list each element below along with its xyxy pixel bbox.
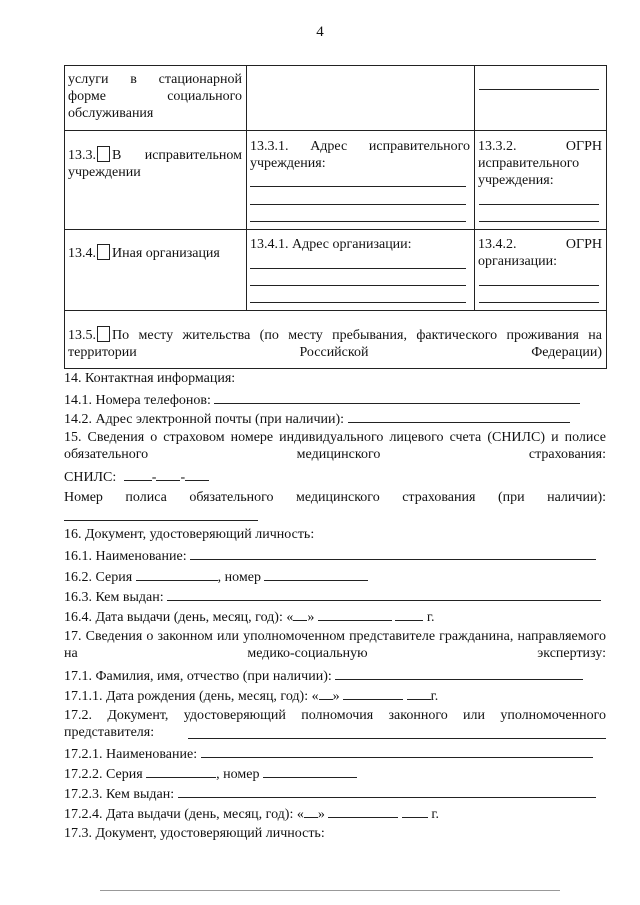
doc-name-row — [64, 546, 596, 565]
section-14-title: 14. Контактная информация: — [64, 371, 236, 386]
snils-row: СНИЛС: - - — [64, 467, 209, 486]
rep-authority-continuation-line[interactable] — [188, 738, 606, 739]
rep-fio-label: 17.1. Фамилия, имя, отчество (при наличии): — [64, 669, 332, 684]
row4-text: По месту жительства (по месту пребывания, фактического проживания на территории Российской Федерации) — [68, 328, 602, 360]
row3-option — [68, 244, 242, 262]
doc-series-label: 16.2. Серия — [64, 570, 133, 585]
rep-fio-field[interactable] — [335, 666, 583, 680]
section-17-title: 17. Сведения о законном или уполномоченном представителе гражданина, направляемого на медико-социальную экспертизу: — [64, 629, 606, 661]
correctional-facility-checkbox[interactable] — [97, 146, 110, 162]
rep-birth-day[interactable] — [319, 686, 333, 700]
polis-label: Номер полиса обязательного медицинского страхования (при наличии): — [64, 490, 606, 505]
rep-doc-name-field[interactable] — [201, 744, 593, 758]
organization-ogrn-line-1[interactable] — [479, 285, 599, 286]
correctional-address-label: 13.3.1. Адрес исправительного учреждения: — [250, 139, 470, 171]
rep-doc-name-row — [64, 744, 593, 763]
rep-birth-row: 17.1.1. Дата рождения (день, месяц, год): « » г. — [64, 686, 438, 705]
phones-label: 14.1. Номера телефонов: — [64, 393, 211, 408]
correctional-ogrn-label: 13.3.2. ОГРН исправительного учреждения: — [478, 139, 602, 188]
rep-doc-date-day[interactable] — [304, 804, 318, 818]
doc-number-label: , номер — [217, 570, 261, 585]
doc-issuer-label: 16.3. Кем выдан: — [64, 590, 164, 605]
rep-doc-issuer-row — [64, 784, 596, 803]
phones-field[interactable] — [214, 390, 580, 404]
doc-series-field[interactable] — [136, 567, 218, 581]
organization-ogrn-label: 13.4.2. ОГРН организации: — [478, 237, 602, 269]
doc-issuer-row — [64, 587, 601, 606]
organization-address-label: 13.4.1. Адрес организации: — [250, 237, 412, 252]
correctional-ogrn-line-1[interactable] — [479, 204, 599, 205]
row2-text: В исправительном учреждении — [68, 148, 242, 180]
snils-part-3[interactable] — [185, 467, 209, 481]
rep-doc-number-label: , номер — [216, 767, 260, 782]
row2-label: 13.3. — [68, 148, 96, 163]
email-row — [64, 409, 570, 428]
row3-text: Иная организация — [112, 246, 220, 261]
rep-doc-date-month[interactable] — [328, 804, 398, 818]
rep-doc-name-label: 17.2.1. Наименование: — [64, 747, 198, 762]
polis-field[interactable] — [64, 520, 258, 521]
rep-doc-date-label: 17.2.4. Дата выдачи (день, месяц, год): « — [64, 807, 304, 822]
rep-doc-series-row — [64, 764, 357, 783]
rep-fio-row — [64, 666, 583, 685]
doc-issuer-field[interactable] — [167, 587, 601, 601]
correctional-address-line-1[interactable] — [250, 186, 466, 187]
rep-doc-series-field[interactable] — [146, 764, 216, 778]
row1-text: услуги в стационарной форме социального обслуживания — [68, 72, 242, 121]
rep-doc-number-field[interactable] — [263, 764, 357, 778]
doc-number-field[interactable] — [264, 567, 368, 581]
doc-date-month[interactable] — [318, 607, 392, 621]
page-number: 4 — [316, 24, 324, 40]
rep-doc-date-row: 17.2.4. Дата выдачи (день, месяц, год): « » г. — [64, 804, 439, 823]
residence-checkbox[interactable] — [97, 326, 110, 342]
section-15-title: 15. Сведения о страховом номере индивидуального лицевого счета (СНИЛС) и полисе обязательного медицинского страхования: — [64, 430, 606, 462]
rep-doc-date-year[interactable] — [402, 804, 428, 818]
snils-part-2[interactable] — [156, 467, 180, 481]
doc-date-day[interactable] — [293, 607, 307, 621]
doc-date-row: 16.4. Дата выдачи (день, месяц, год): « » г. — [64, 607, 435, 626]
row4-label: 13.5. — [68, 328, 96, 343]
snils-label: СНИЛС: — [64, 470, 117, 485]
organization-address-line-2[interactable] — [250, 285, 466, 286]
organization-address-line-1[interactable] — [250, 268, 466, 269]
email-field[interactable] — [348, 409, 570, 423]
doc-date-label: 16.4. Дата выдачи (день, месяц, год): « — [64, 610, 294, 625]
correctional-address-line-2[interactable] — [250, 204, 466, 205]
row2-option — [68, 146, 242, 181]
row4-option — [68, 326, 602, 361]
row1-blank-line — [479, 89, 599, 90]
page-bottom-rule — [100, 890, 560, 891]
doc-series-row — [64, 567, 368, 586]
organization-ogrn-line-2[interactable] — [479, 302, 599, 303]
doc-name-label: 16.1. Наименование: — [64, 549, 187, 564]
section-16-title: 16. Документ, удостоверяющий личность: — [64, 527, 315, 542]
snils-part-1[interactable] — [124, 467, 152, 481]
rep-birth-month[interactable] — [343, 686, 403, 700]
rep-birth-label: 17.1.1. Дата рождения (день, месяц, год): « — [64, 689, 319, 704]
rep-doc-issuer-label: 17.2.3. Кем выдан: — [64, 787, 175, 802]
phones-row — [64, 390, 580, 409]
email-label: 14.2. Адрес электронной почты (при наличии): — [64, 412, 345, 427]
rep-authority-title: 17.2. Документ, удостоверяющий полномочия законного или уполномоченного представителя: — [64, 708, 606, 740]
doc-date-year[interactable] — [395, 607, 423, 621]
doc-name-field[interactable] — [190, 546, 596, 560]
rep-birth-year[interactable] — [407, 686, 431, 700]
other-organization-checkbox[interactable] — [97, 244, 110, 260]
rep-doc-issuer-field[interactable] — [178, 784, 596, 798]
row3-label: 13.4. — [68, 246, 96, 261]
rep-identity-title: 17.3. Документ, удостоверяющий личность: — [64, 826, 325, 841]
correctional-address-line-3[interactable] — [250, 221, 466, 222]
rep-doc-series-label: 17.2.2. Серия — [64, 767, 143, 782]
organization-address-line-3[interactable] — [250, 302, 466, 303]
correctional-ogrn-line-2[interactable] — [479, 221, 599, 222]
